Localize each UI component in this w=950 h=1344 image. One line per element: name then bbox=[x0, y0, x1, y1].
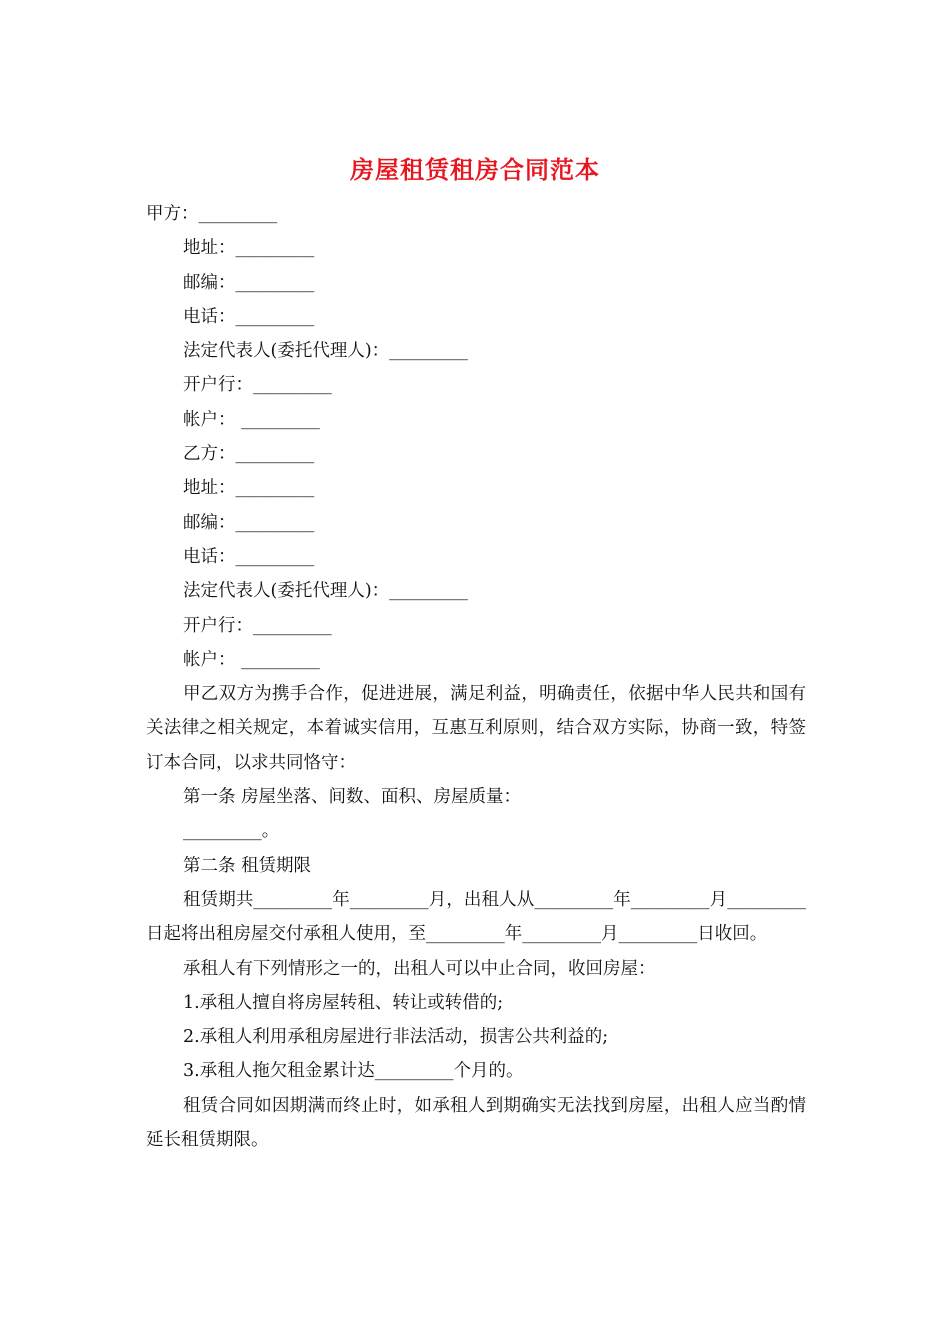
party-b-legal-rep: 法定代表人(委托代理人)：_________ bbox=[183, 581, 468, 602]
extension-paragraph: 租赁合同如因期满而终止时，如承租人到期确实无法找到房屋，出租人应当酌情延长租赁期限。 bbox=[146, 1095, 806, 1151]
termination-intro: 承租人有下列情形之一的，出租人可以中止合同，收回房屋： bbox=[183, 958, 656, 979]
party-b-account: 帐户： _________ bbox=[183, 649, 320, 670]
party-b-bank: 开户行：_________ bbox=[183, 615, 332, 636]
lease-term-paragraph: 租赁期共_________年_________月，出租人从_________年_________月_________日起将出租房屋交付承租人使用，至_________年_________月_________日收回。 bbox=[146, 889, 806, 945]
document-title: 房屋租赁租房合同范本 bbox=[350, 155, 600, 184]
termination-item-1: 1.承租人擅自将房屋转租、转让或转借的; bbox=[183, 992, 504, 1013]
party-b-label: 乙方：_________ bbox=[183, 444, 315, 465]
party-a-address: 地址：_________ bbox=[183, 238, 315, 259]
preamble-paragraph: 甲乙双方为携手合作，促进进展，满足利益，明确责任，依据中华人民共和国有关法律之相关规定，本着诚实信用，互惠互利原则，结合双方实际，协商一致，特签订本合同，以求共同恪守： bbox=[146, 684, 806, 773]
party-a-bank: 开户行：_________ bbox=[183, 375, 332, 396]
article-2-heading: 第二条 租赁期限 bbox=[183, 855, 312, 876]
article-1-blank: _________。 bbox=[183, 821, 280, 842]
termination-item-2: 2.承租人利用承租房屋进行非法活动，损害公共利益的; bbox=[183, 1027, 609, 1048]
party-b-postcode: 邮编：_________ bbox=[183, 512, 315, 533]
party-a-phone: 电话：_________ bbox=[183, 306, 315, 327]
party-b-phone: 电话：_________ bbox=[183, 546, 315, 567]
party-b-address: 地址：_________ bbox=[183, 478, 315, 499]
party-a-postcode: 邮编：_________ bbox=[183, 272, 315, 293]
party-a-account: 帐户： _________ bbox=[183, 409, 320, 430]
article-1-heading: 第一条 房屋坐落、间数、面积、房屋质量： bbox=[183, 787, 522, 808]
party-a-legal-rep: 法定代表人(委托代理人)：_________ bbox=[183, 341, 468, 362]
termination-item-3: 3.承租人拖欠租金累计达_________个月的。 bbox=[183, 1061, 524, 1082]
party-a-label: 甲方：_________ bbox=[146, 204, 278, 224]
document-body bbox=[146, 197, 806, 1157]
